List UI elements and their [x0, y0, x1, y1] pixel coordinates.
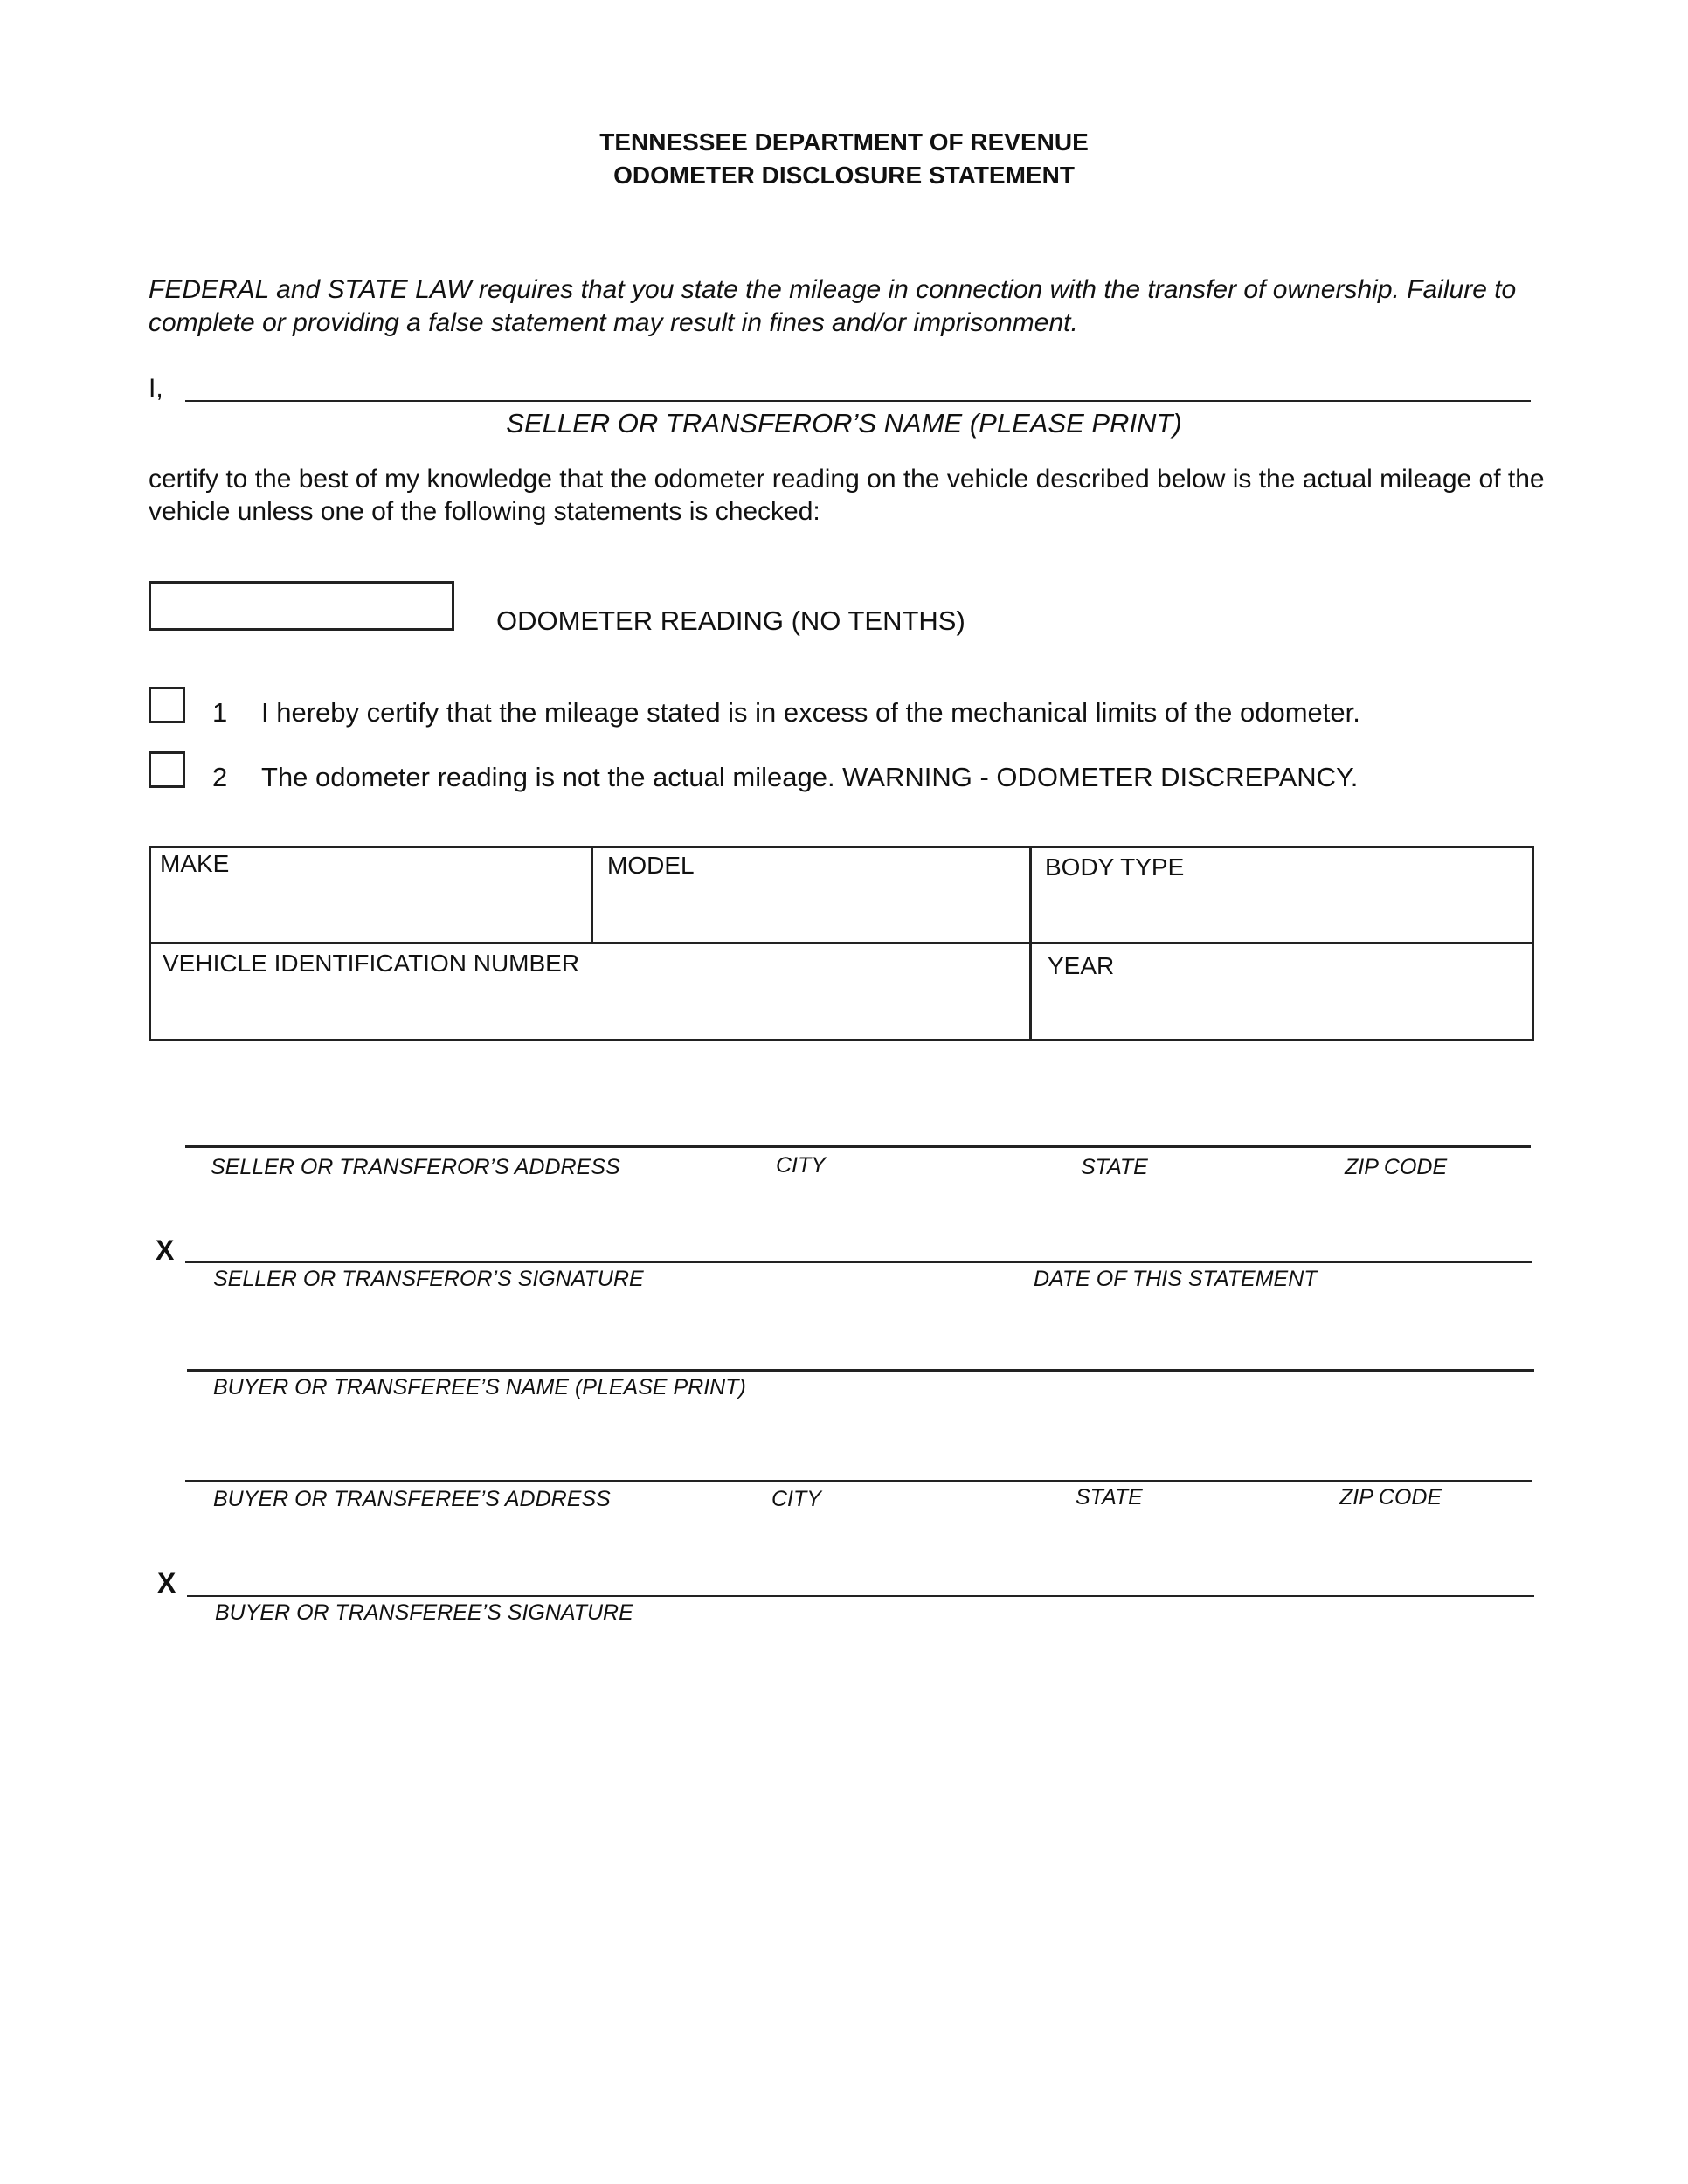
- model-field[interactable]: [595, 882, 1027, 939]
- seller-zip-label: ZIP CODE: [1345, 1155, 1448, 1179]
- seller-name-caption: SELLER OR TRANSFEROR’S NAME (PLEASE PRINT): [506, 408, 1182, 439]
- statement-2-checkbox[interactable]: [149, 751, 185, 788]
- statement-2-text: The odometer reading is not the actual mileage. WARNING - ODOMETER DISCREPANCY.: [261, 762, 1359, 792]
- make-field[interactable]: [151, 882, 588, 939]
- make-label: MAKE: [160, 850, 230, 877]
- seller-name-line: [185, 400, 1531, 402]
- buyer-name-label: BUYER OR TRANSFEREE’S NAME (PLEASE PRINT): [213, 1375, 746, 1400]
- body-type-field[interactable]: [1034, 884, 1532, 939]
- seller-address-label: SELLER OR TRANSFEROR’S ADDRESS: [211, 1155, 620, 1179]
- vin-field[interactable]: [151, 980, 1027, 1039]
- odometer-reading-input[interactable]: [149, 581, 454, 631]
- seller-state-label: STATE: [1081, 1155, 1148, 1179]
- seller-signature-label: SELLER OR TRANSFEROR’S SIGNATURE: [213, 1267, 644, 1291]
- statement-1-text: I hereby certify that the mileage stated is in excess of the mechanical limits of the odometer.: [261, 697, 1360, 728]
- legal-notice: FEDERAL and STATE LAW requires that you state the mileage in connection with the transfer of ownership. Failure to complete or providing a false statement may result in fines and/or imprisonment.: [149, 275, 1517, 337]
- year-label: YEAR: [1048, 952, 1115, 979]
- seller-signature-x-mark: X: [156, 1234, 175, 1266]
- buyer-signature-x-mark: X: [157, 1567, 176, 1599]
- body-type-label: BODY TYPE: [1045, 854, 1185, 881]
- statement-date-label: DATE OF THIS STATEMENT: [1034, 1267, 1318, 1291]
- certification-text: certify to the best of my knowledge that the odometer reading on the vehicle described below is the actual mileage of the vehicle unless one of the following statements is checked:: [149, 465, 1545, 526]
- odometer-reading-label: ODOMETER READING (NO TENTHS): [496, 605, 965, 636]
- statement-1-number: 1: [212, 697, 228, 728]
- vin-label: VEHICLE IDENTIFICATION NUMBER: [163, 950, 580, 977]
- seller-name-prefix: I,: [149, 374, 163, 403]
- statement-1-checkbox[interactable]: [149, 687, 185, 723]
- vehicle-table-col-divider-2: [1029, 846, 1032, 1041]
- buyer-address-line[interactable]: [185, 1480, 1532, 1482]
- buyer-state-label: STATE: [1076, 1485, 1143, 1510]
- buyer-signature-label: BUYER OR TRANSFEREE’S SIGNATURE: [215, 1600, 633, 1625]
- seller-name-input[interactable]: [188, 367, 1528, 398]
- seller-address-line[interactable]: [185, 1145, 1531, 1148]
- year-field[interactable]: [1034, 982, 1532, 1039]
- seller-city-label: CITY: [776, 1153, 826, 1178]
- buyer-signature-line[interactable]: [187, 1595, 1534, 1597]
- statement-2-number: 2: [212, 762, 228, 792]
- buyer-address-label: BUYER OR TRANSFEREE’S ADDRESS: [213, 1487, 611, 1511]
- seller-signature-line[interactable]: [185, 1261, 1532, 1263]
- form-title: ODOMETER DISCLOSURE STATEMENT: [613, 162, 1075, 189]
- model-label: MODEL: [607, 852, 695, 879]
- buyer-zip-label: ZIP CODE: [1339, 1485, 1442, 1510]
- form-title-agency: TENNESSEE DEPARTMENT OF REVENUE: [599, 128, 1089, 156]
- buyer-city-label: CITY: [771, 1487, 821, 1511]
- vehicle-table-row-divider: [149, 942, 1534, 944]
- vehicle-table-col-divider-1: [591, 846, 593, 943]
- buyer-name-line[interactable]: [187, 1369, 1534, 1372]
